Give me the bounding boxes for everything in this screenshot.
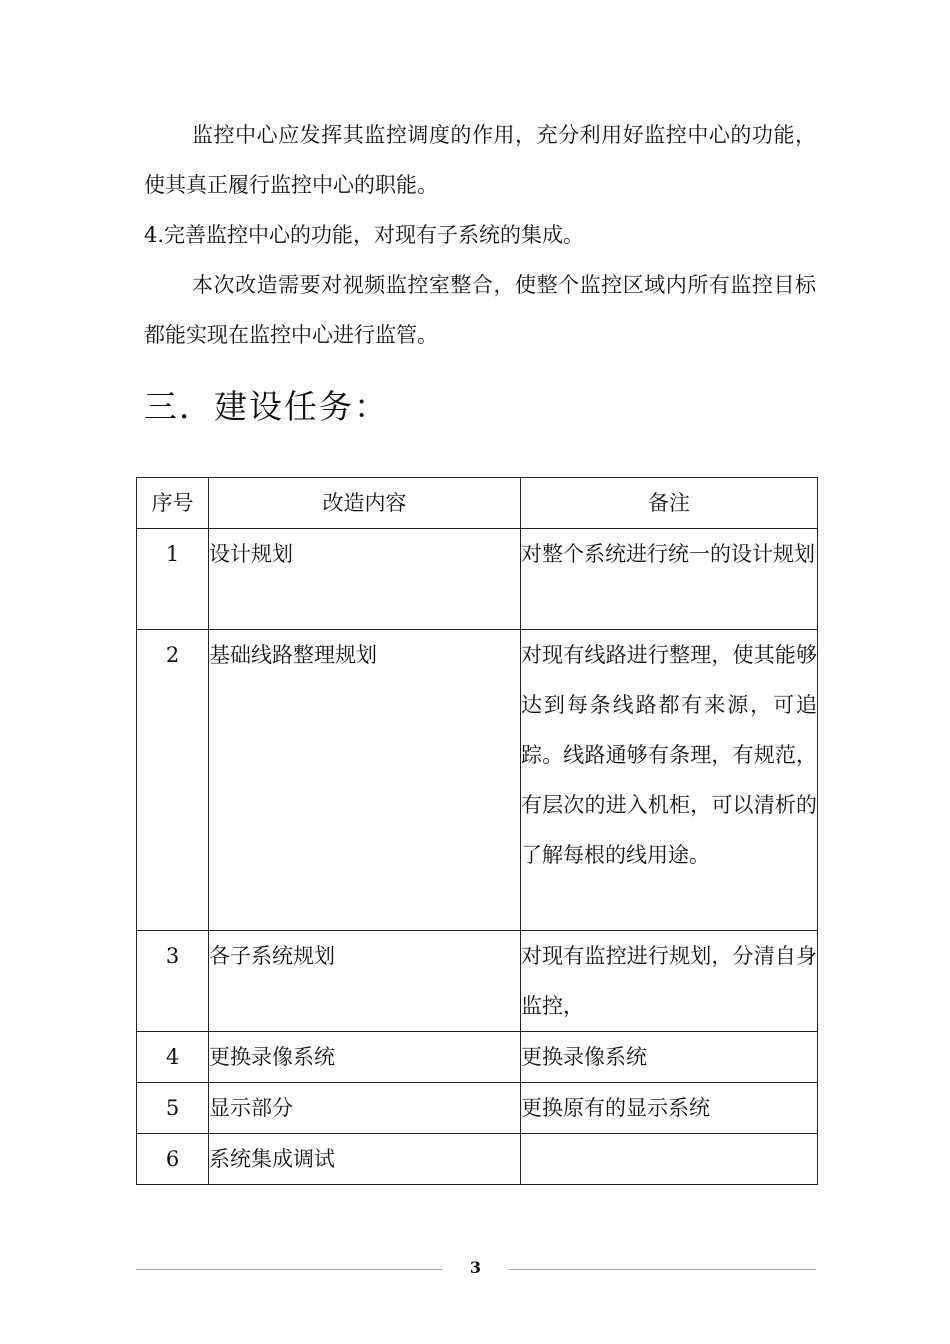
table-row — [137, 1134, 818, 1185]
row-content: 基础线路整理规划 — [209, 630, 521, 931]
table-row — [137, 931, 818, 1032]
table-row — [137, 630, 818, 931]
table-row — [137, 1083, 818, 1134]
row-number: 3 — [137, 931, 209, 1032]
row-number: 5 — [137, 1083, 209, 1134]
header-note: 备注 — [521, 478, 818, 529]
row-content: 更换录像系统 — [209, 1032, 521, 1083]
row-note: 对现有监控进行规划，分清自身监控， — [521, 931, 818, 1032]
page-number: 3 — [469, 1258, 482, 1277]
row-number: 1 — [137, 529, 209, 630]
paragraph-item-4: 4.完善监控中心的功能，对现有子系统的集成。 — [144, 223, 585, 247]
row-note: 对整个系统进行统一的设计规划 — [521, 529, 818, 630]
row-number: 4 — [137, 1032, 209, 1083]
section-heading: 三．建设任务： — [144, 387, 389, 426]
row-number: 6 — [137, 1134, 209, 1185]
row-note — [521, 1134, 818, 1185]
task-table — [136, 477, 818, 1185]
table-header-row — [137, 478, 818, 529]
footer-divider-right — [509, 1269, 816, 1270]
header-index: 序号 — [137, 478, 209, 529]
row-content: 设计规划 — [209, 529, 521, 630]
row-content: 显示部分 — [209, 1083, 521, 1134]
row-content: 各子系统规划 — [209, 931, 521, 1032]
header-content: 改造内容 — [209, 478, 521, 529]
table-row — [137, 529, 818, 630]
paragraph-monitoring-center-role: 监控中心应发挥其监控调度的作用，充分利用好监控中心的功能，使其真正履行监控中心的职能。 — [144, 123, 816, 197]
row-note: 更换录像系统 — [521, 1032, 818, 1083]
row-note: 更换原有的显示系统 — [521, 1083, 818, 1134]
row-content: 系统集成调试 — [209, 1134, 521, 1185]
row-number: 2 — [137, 630, 209, 931]
footer-divider-left — [136, 1269, 442, 1270]
table-row — [137, 1032, 818, 1083]
paragraph-integration: 本次改造需要对视频监控室整合，使整个监控区域内所有监控目标都能实现在监控中心进行监管。 — [144, 273, 816, 347]
row-note: 对现有线路进行整理，使其能够达到每条线路都有来源，可追踪。线路通够有条理，有规范，有层次的进入机柜，可以清析的了解每根的线用途。 — [521, 630, 818, 931]
